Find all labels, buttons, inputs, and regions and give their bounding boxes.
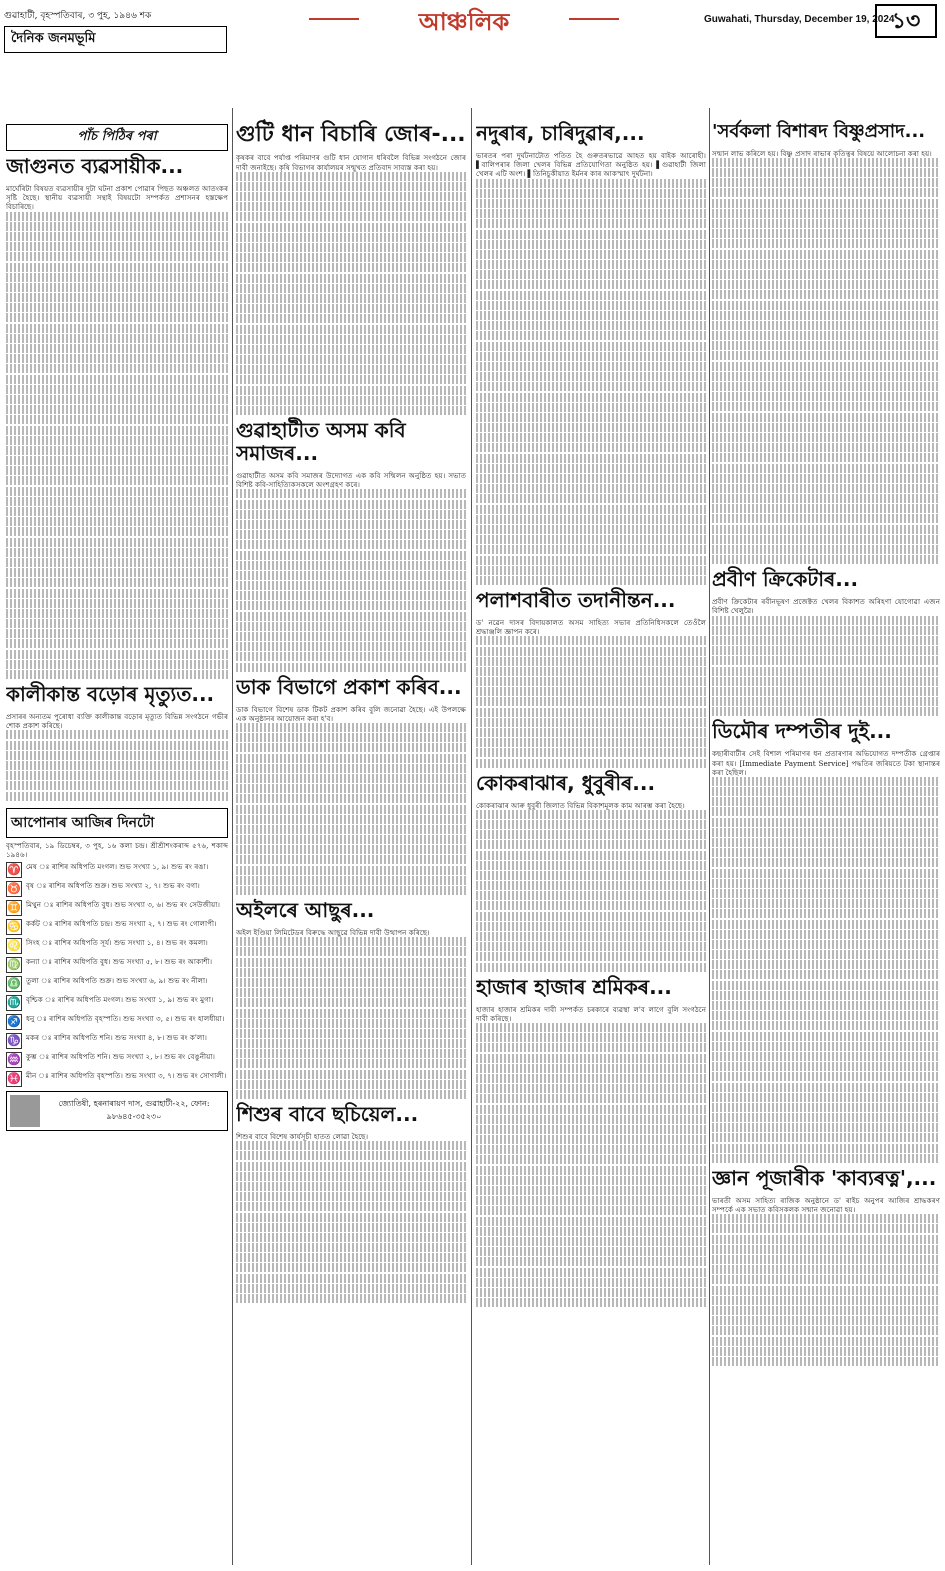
text-filler — [476, 636, 706, 767]
text-filler — [712, 158, 940, 564]
zodiac-scorpio-icon: ♏ — [7, 996, 21, 1010]
headline-kalikanta: কালীকান্ত বড়োৰ মৃত্যুত... — [6, 682, 215, 707]
horoscope-list — [6, 862, 228, 1087]
headline-palashbari: পলাশবাৰীত তদানীন্তন... — [476, 587, 676, 612]
story-body-guti-dhan: কৃষকৰ বাবে পৰ্যাপ্ত পৰিমাণৰ গুটি ধান যোগান ধৰিবলৈ বিভিন্ন সংগঠনে জোৰ দাবী জনাইছে। কৃষি বিভাগৰ কাৰ্যালয়ৰ সন্মুখত প্ৰতিবাদ সাব্যস্ত কৰা হয়। — [236, 153, 466, 172]
story-body-sarbakala: সন্মান লাভ কৰিলে হয়। বিষ্ণু প্ৰসাদ ৰাভাৰ কৃতিত্বৰ বিষয়ে আলোচনা কৰা হয়। — [712, 148, 932, 158]
headline-kobi-samaj: গুৱাহাটীত অসম কবি সমাজৰ... — [236, 418, 406, 466]
horoscope-title: আপোনাৰ আজিৰ দিনটো — [6, 808, 228, 838]
zodiac-aries-icon: ♈ — [7, 863, 21, 877]
text-filler — [476, 179, 706, 585]
story-body-oil-aasu: অইল ইণ্ডিয়া লিমিটেডৰ বিৰুদ্ধে আছুৱে বিভিন্ন দাবী উত্থাপন কৰিছে। — [236, 928, 430, 938]
zodiac-item: ♌ সিংহ ঃ ৰাশিৰ অধিপতি সূৰ্য। শুভ সংখ্যা ১, ৪। শুভ ৰং কমলা। — [7, 938, 208, 953]
story-body-hajar-shramik: হাজাৰ হাজাৰ শ্ৰমিকৰ দাবী সম্পৰ্কত চৰকাৰে ব্যৱস্থা ল'ব লাগে বুলি সংগঠনে দাবী কৰিছে। — [476, 1004, 706, 1023]
headline-oil-aasu: অইলৰে আছুৰ... — [236, 898, 375, 923]
zodiac-taurus-icon: ♉ — [7, 882, 21, 896]
horoscope-intro: বৃহস্পতিবাৰ, ১৯ ডিচেম্বৰ, ৩ পুহ, ১৬ কলা চন্দ্ৰ। শ্ৰীশ্ৰীশংকৰাব্দ ৫৭৬, শকাব্দ ১৯৪৬। — [6, 840, 228, 859]
story-body-kokrajhar: কোকৰাঝাৰ আৰু ধুবুৰী জিলাত বিভিন্ন বিকাশমূলক কাম আৰম্ভ কৰা হৈছে। — [476, 800, 685, 810]
text-filler — [476, 810, 706, 972]
dateline-right: Guwahati, Thursday, December 19, 2024 — [704, 14, 895, 25]
zodiac-item: ♓ মীন ঃ ৰাশিৰ অধিপতি বৃহস্পতি। শুভ সংখ্যা ৩, ৭। শুভ ৰং সোণালী। — [7, 1071, 227, 1086]
text-filler — [712, 777, 940, 1163]
astrologer-name: জ্যোতিষী, হৰনাৰায়ণ দাস, গুৱাহাটী-২২, ফোন: ৯৮৬৪৫-৩৫২৩০ — [58, 1099, 210, 1122]
column-divider — [232, 108, 233, 1565]
zodiac-capricorn-icon: ♑ — [7, 1034, 21, 1048]
zodiac-sagittarius-icon: ♐ — [7, 1015, 21, 1029]
story-body-kobi-samaj: গুৱাহাটীত অসম কবি সমাজৰ উদ্যোগত এক কবি সন্মিলন অনুষ্ঠিত হয়। সভাত বিশিষ্ট কবি-সাহিত্যিকসকলে অংশগ্ৰহণ কৰে। — [236, 471, 466, 490]
headline-nadurar: নদুৰাৰ, চাৰিদুৱাৰ,... — [476, 121, 645, 145]
zodiac-item: ♏ বৃশ্চিক ঃ ৰাশিৰ অধিপতি মংগল। শুভ সংখ্যা ১, ৯। শুভ ৰং মুগা। — [7, 995, 214, 1010]
story-body-kalikanta: প্ৰসাৰৰ অন্যতম পুৰোধা ব্যক্তি কালীকান্ত বড়োৰ মৃত্যুত বিভিন্ন সংগঠনে গভীৰ শোক প্ৰকাশ কৰিছে। — [6, 712, 228, 731]
story-body-dimou-dampati: কছাৰীবাটীৰ সেই বিশাল পৰিমাণৰ ধন প্ৰতাৰণাৰ অভিযোগত দম্পতীক গ্ৰেপ্তাৰ কৰা হয়। [Immediate Payment Service] পদ্ধতিৰ জৰিয়তে টকা স্থানান্তৰ কৰা হৈছিল। — [712, 749, 940, 777]
headline-hajar-shramik: হাজাৰ হাজাৰ শ্ৰমিকৰ... — [476, 974, 672, 999]
headline-sarbakala: 'সৰ্বকলা বিশাৰদ বিষ্ণুপ্ৰসাদ... — [712, 121, 926, 142]
zodiac-item: ♋ কৰ্কট ঃ ৰাশিৰ অধিপতি চন্দ্ৰ। শুভ সংখ্যা ২, ৭। শুভ ৰং গোলাপী। — [7, 919, 217, 934]
zodiac-item: ♑ মকৰ ঃ ৰাশিৰ অধিপতি শনি। শুভ সংখ্যা ৪, ৮। শুভ ৰং ক'লা। — [7, 1033, 207, 1048]
story-body-gyan-pujari: ভাৰতী অসম সাহিত্য ৰাজিক অনুষ্ঠানে ড' ৰাইচ অনুপৰ আজিৰ শ্ৰাদ্ধকৰণ সম্পৰ্কে এক সভাত কবিসকলক সন্মান জনোৱা হয়। — [712, 1195, 940, 1215]
zodiac-aquarius-icon: ♒ — [7, 1053, 21, 1067]
astrologer-avatar — [10, 1095, 40, 1127]
zodiac-gemini-icon: ♊ — [7, 901, 21, 915]
text-filler — [712, 616, 940, 717]
text-filler — [6, 730, 228, 800]
text-filler — [236, 172, 466, 415]
story-body-dak-bibhag: ডাক বিভাগে বিশেষ ডাক টিকট প্ৰকাশ কৰিব বুলি জনোৱা হৈছে। এই উপলক্ষে এক অনুষ্ঠানৰ আয়োজন কৰা হ'ব। — [236, 704, 466, 723]
text-filler — [236, 937, 466, 1099]
story-body-shishu: শিশুৰ বাবে বিশেষ কাৰ্যসূচী হাতত লোৱা হৈছে। — [236, 1132, 369, 1142]
zodiac-item: ♊ মিথুন ঃ ৰাশিৰ অধিপতি বুধ। শুভ সংখ্যা ৩, ৬। শুভ ৰং সেউজীয়া। — [7, 900, 220, 915]
masthead — [4, 4, 941, 52]
paper-name: দৈনিক জনমভূমি — [4, 26, 227, 53]
text-filler — [236, 489, 466, 671]
headline-guti-dhan: গুটি ধান বিচাৰি জোৰ-... — [236, 122, 466, 147]
zodiac-virgo-icon: ♍ — [7, 958, 21, 972]
headline-shishu: শিশুৰ বাবে ছচিয়েল... — [236, 1102, 419, 1127]
text-filler — [6, 212, 228, 679]
zodiac-libra-icon: ♎ — [7, 977, 21, 991]
column-2 — [236, 118, 466, 1567]
section-logo: আঞ্চলিক — [364, 4, 564, 34]
zodiac-item: ♐ ধনু ঃ ৰাশিৰ অধিপতি বৃহস্পতি। শুভ সংখ্যা ৩, ৫। শুভ ৰং হালধীয়া। — [7, 1014, 225, 1029]
zodiac-item: ♒ কুম্ভ ঃ ৰাশিৰ অধিপতি শনি। শুভ সংখ্যা ২, ৮। শুভ ৰং বেঙুনীয়া। — [7, 1052, 215, 1067]
column-1 — [6, 124, 228, 1567]
column-divider — [471, 108, 472, 1565]
dateline-left: গুৱাহাটী, বৃহস্পতিবাৰ, ৩ পুহ, ১৯৪৬ শক — [4, 11, 152, 21]
text-filler — [236, 723, 466, 895]
zodiac-item: ♍ কন্যা ঃ ৰাশিৰ অধিপতি বুধ। শুভ সংখ্যা ৫, ৮। শুভ ৰং আকাশী। — [7, 957, 213, 972]
column-4 — [712, 118, 940, 1567]
continued-banner: পাঁচ পিঠিৰ পৰা — [6, 124, 228, 151]
zodiac-cancer-icon: ♋ — [7, 920, 21, 934]
column-3 — [476, 118, 706, 1567]
headline-dak-bibhag: ডাক বিভাগে প্ৰকাশ কৰিব... — [236, 674, 462, 699]
headline-kokrajhar: কোকৰাঝাৰ, ধুবুৰীৰ... — [476, 770, 656, 795]
story-body-nadurar: ভাৰতৰ পৰা দুৰ্ঘটনাটোত পতিত হৈ গুৰুতৰভাৱে আহত হয় বাইক আৰোহী। ▌বালিপৰাৰ জিলা খেলৰ বিভিন্ন প্ৰতিযোগিতা অনুষ্ঠিত হয়। ▌গুৱাহাটী জিলা খেলৰ এটি অংশ। ▌তিনিচুকীয়াত ইৰ্মনৰ কাৰ আকস্মাৎ দুৰ্ঘটনা। — [476, 151, 706, 179]
column-divider — [709, 108, 710, 1565]
story-body-palashbari: ড' নৱেন দাসৰ বিদায়কালত অসম সাহিত্য সভাৰ প্ৰতিনিধিসকলে তেওঁলৈ শ্ৰদ্ধাঞ্জলি জ্ঞাপন কৰে। — [476, 617, 706, 637]
story-body-jagun: মাৰ্ঘেৰিটা বিষয়ত ব্যৱসায়ীৰ দুটা ঘটনা প্ৰকাশ পোৱাৰ পিছত অঞ্চলত আতংকৰ সৃষ্টি হৈছে। স্থানীয় ব্যৱসায়ী সন্থাই বিষয়টো সম্পৰ্কত প্ৰশাসনৰ হস্তক্ষেপ বিচাৰিছে। — [6, 184, 228, 212]
headline-prabin-cricketer: প্ৰবীণ ক্ৰিকেটাৰ... — [712, 567, 859, 592]
page-number: ১৩ — [875, 4, 937, 38]
text-filler — [476, 1023, 706, 1307]
headline-jagun: জাগুনত ব্যৱসায়ীক... — [6, 154, 184, 178]
zodiac-pisces-icon: ♓ — [7, 1072, 21, 1086]
text-filler — [236, 1141, 466, 1303]
headline-gyan-pujari: জ্ঞান পূজাৰীক 'কাব্যৰত্ন',... — [712, 1165, 937, 1190]
zodiac-item: ♈ মেষ ঃ ৰাশিৰ অধিপতি মংগল। শুভ সংখ্যা ১, ৯। শুভ ৰং ৰঙা। — [7, 862, 209, 877]
text-filler — [712, 1214, 940, 1366]
headline-dimou-dampati: ডিমৌৰ দম্পতীৰ দুই... — [712, 719, 892, 744]
zodiac-item: ♎ তুলা ঃ ৰাশিৰ অধিপতি শুক্ৰ। শুভ সংখ্যা ৬, ৯। শুভ ৰং নীলা। — [7, 976, 208, 991]
zodiac-leo-icon: ♌ — [7, 939, 21, 953]
story-body-prabin-cricketer: প্ৰবীণ ক্ৰিকেটাৰ ৰবীনভূষণ প্ৰজেক্টত খেলৰ বিকাশত অৰিহণা যোগোৱা এজন বিশিষ্ট খেলুৱৈ। — [712, 597, 940, 616]
astrologer-credit — [6, 1091, 228, 1131]
zodiac-item: ♉ বৃষ ঃ ৰাশিৰ অধিপতি শুক্ৰ। শুভ সংখ্যা ২, ৭। শুভ ৰং বগা। — [7, 881, 200, 896]
